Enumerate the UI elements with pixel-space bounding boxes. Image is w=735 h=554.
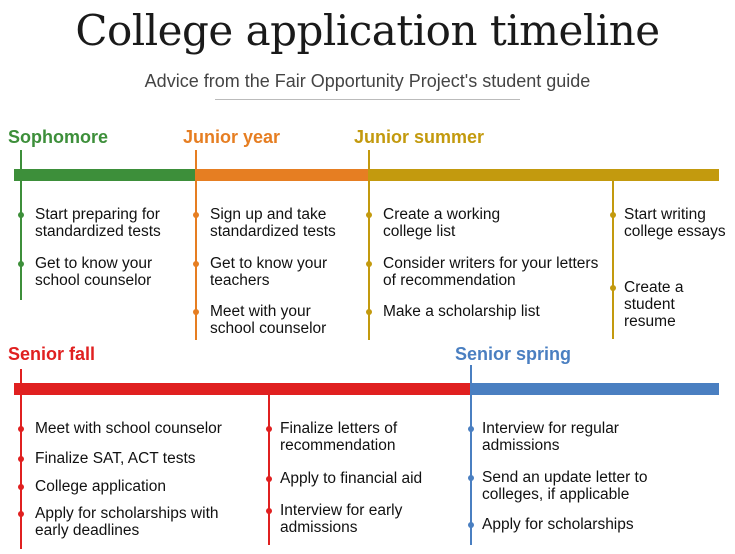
bullet-dot <box>18 261 24 267</box>
list-item: Meet with school counselor <box>35 420 222 437</box>
bullet-dot <box>610 212 616 218</box>
bullet-dot <box>266 426 272 432</box>
page-subtitle: Advice from the Fair Opportunity Project's student guide <box>144 71 591 91</box>
connector-sophomore <box>20 150 22 300</box>
bullet-dot <box>18 212 24 218</box>
timeline-bar-senior-spring <box>471 383 719 395</box>
list-item: Interview for regular admissions <box>482 420 619 454</box>
heading-sophomore: Sophomore <box>8 127 109 147</box>
bullet-dot <box>366 212 372 218</box>
list-item: Send an update letter to colleges, if applicable <box>482 469 648 503</box>
list-item: Interview for early admissions <box>280 502 403 536</box>
list-item: Meet with your school counselor <box>210 303 327 337</box>
list-item: Apply for scholarships with early deadlines <box>35 505 219 539</box>
bullet-dot <box>193 309 199 315</box>
bullet-dot <box>193 212 199 218</box>
list-item: Get to know your teachers <box>210 255 328 289</box>
heading-junior-year: Junior year <box>183 127 281 147</box>
bullet-dot <box>18 456 24 462</box>
page-title: College application timeline <box>75 6 660 55</box>
list-item: Finalize SAT, ACT tests <box>35 450 196 467</box>
list-item: Finalize letters of recommendation <box>280 420 398 454</box>
bullet-dot <box>366 261 372 267</box>
bullet-dot <box>18 484 24 490</box>
title-divider <box>215 99 520 100</box>
bullet-dot <box>18 511 24 517</box>
connector-senior-spring <box>470 365 472 545</box>
timeline-bar-junior-summer <box>368 169 719 181</box>
list-item: Sign up and take standardized tests <box>210 206 336 240</box>
bullet-dot <box>610 285 616 291</box>
list-item: Make a scholarship list <box>383 303 540 320</box>
list-item: Apply to financial aid <box>280 470 423 487</box>
list-item: College application <box>35 478 166 495</box>
bullet-dot <box>266 508 272 514</box>
list-item: Get to know your school counselor <box>35 255 153 289</box>
bullet-dot <box>18 426 24 432</box>
heading-senior-spring: Senior spring <box>455 344 572 364</box>
timeline-bar-junior-year <box>196 169 368 181</box>
list-item: Start preparing for standardized tests <box>35 206 161 240</box>
timeline-bar-sophomore <box>14 169 196 181</box>
list-item: Start writing college essays <box>624 206 726 240</box>
bullet-dot <box>366 309 372 315</box>
list-item: Create a working college list <box>383 206 501 240</box>
list-item: Consider writers for your letters of recommendation <box>383 255 599 289</box>
bullet-dot <box>468 426 474 432</box>
bullet-dot <box>468 522 474 528</box>
connector-junior-summer-2 <box>612 181 614 339</box>
heading-junior-summer: Junior summer <box>354 127 485 147</box>
bullet-dot <box>266 476 272 482</box>
connector-senior-fall-2 <box>268 395 270 545</box>
list-item: Apply for scholarships <box>482 516 634 533</box>
timeline-bar-senior-fall <box>14 383 471 395</box>
bullet-dot <box>468 475 474 481</box>
list-item: Create a student resume <box>624 279 684 330</box>
bullet-dot <box>193 261 199 267</box>
heading-senior-fall: Senior fall <box>8 344 96 364</box>
